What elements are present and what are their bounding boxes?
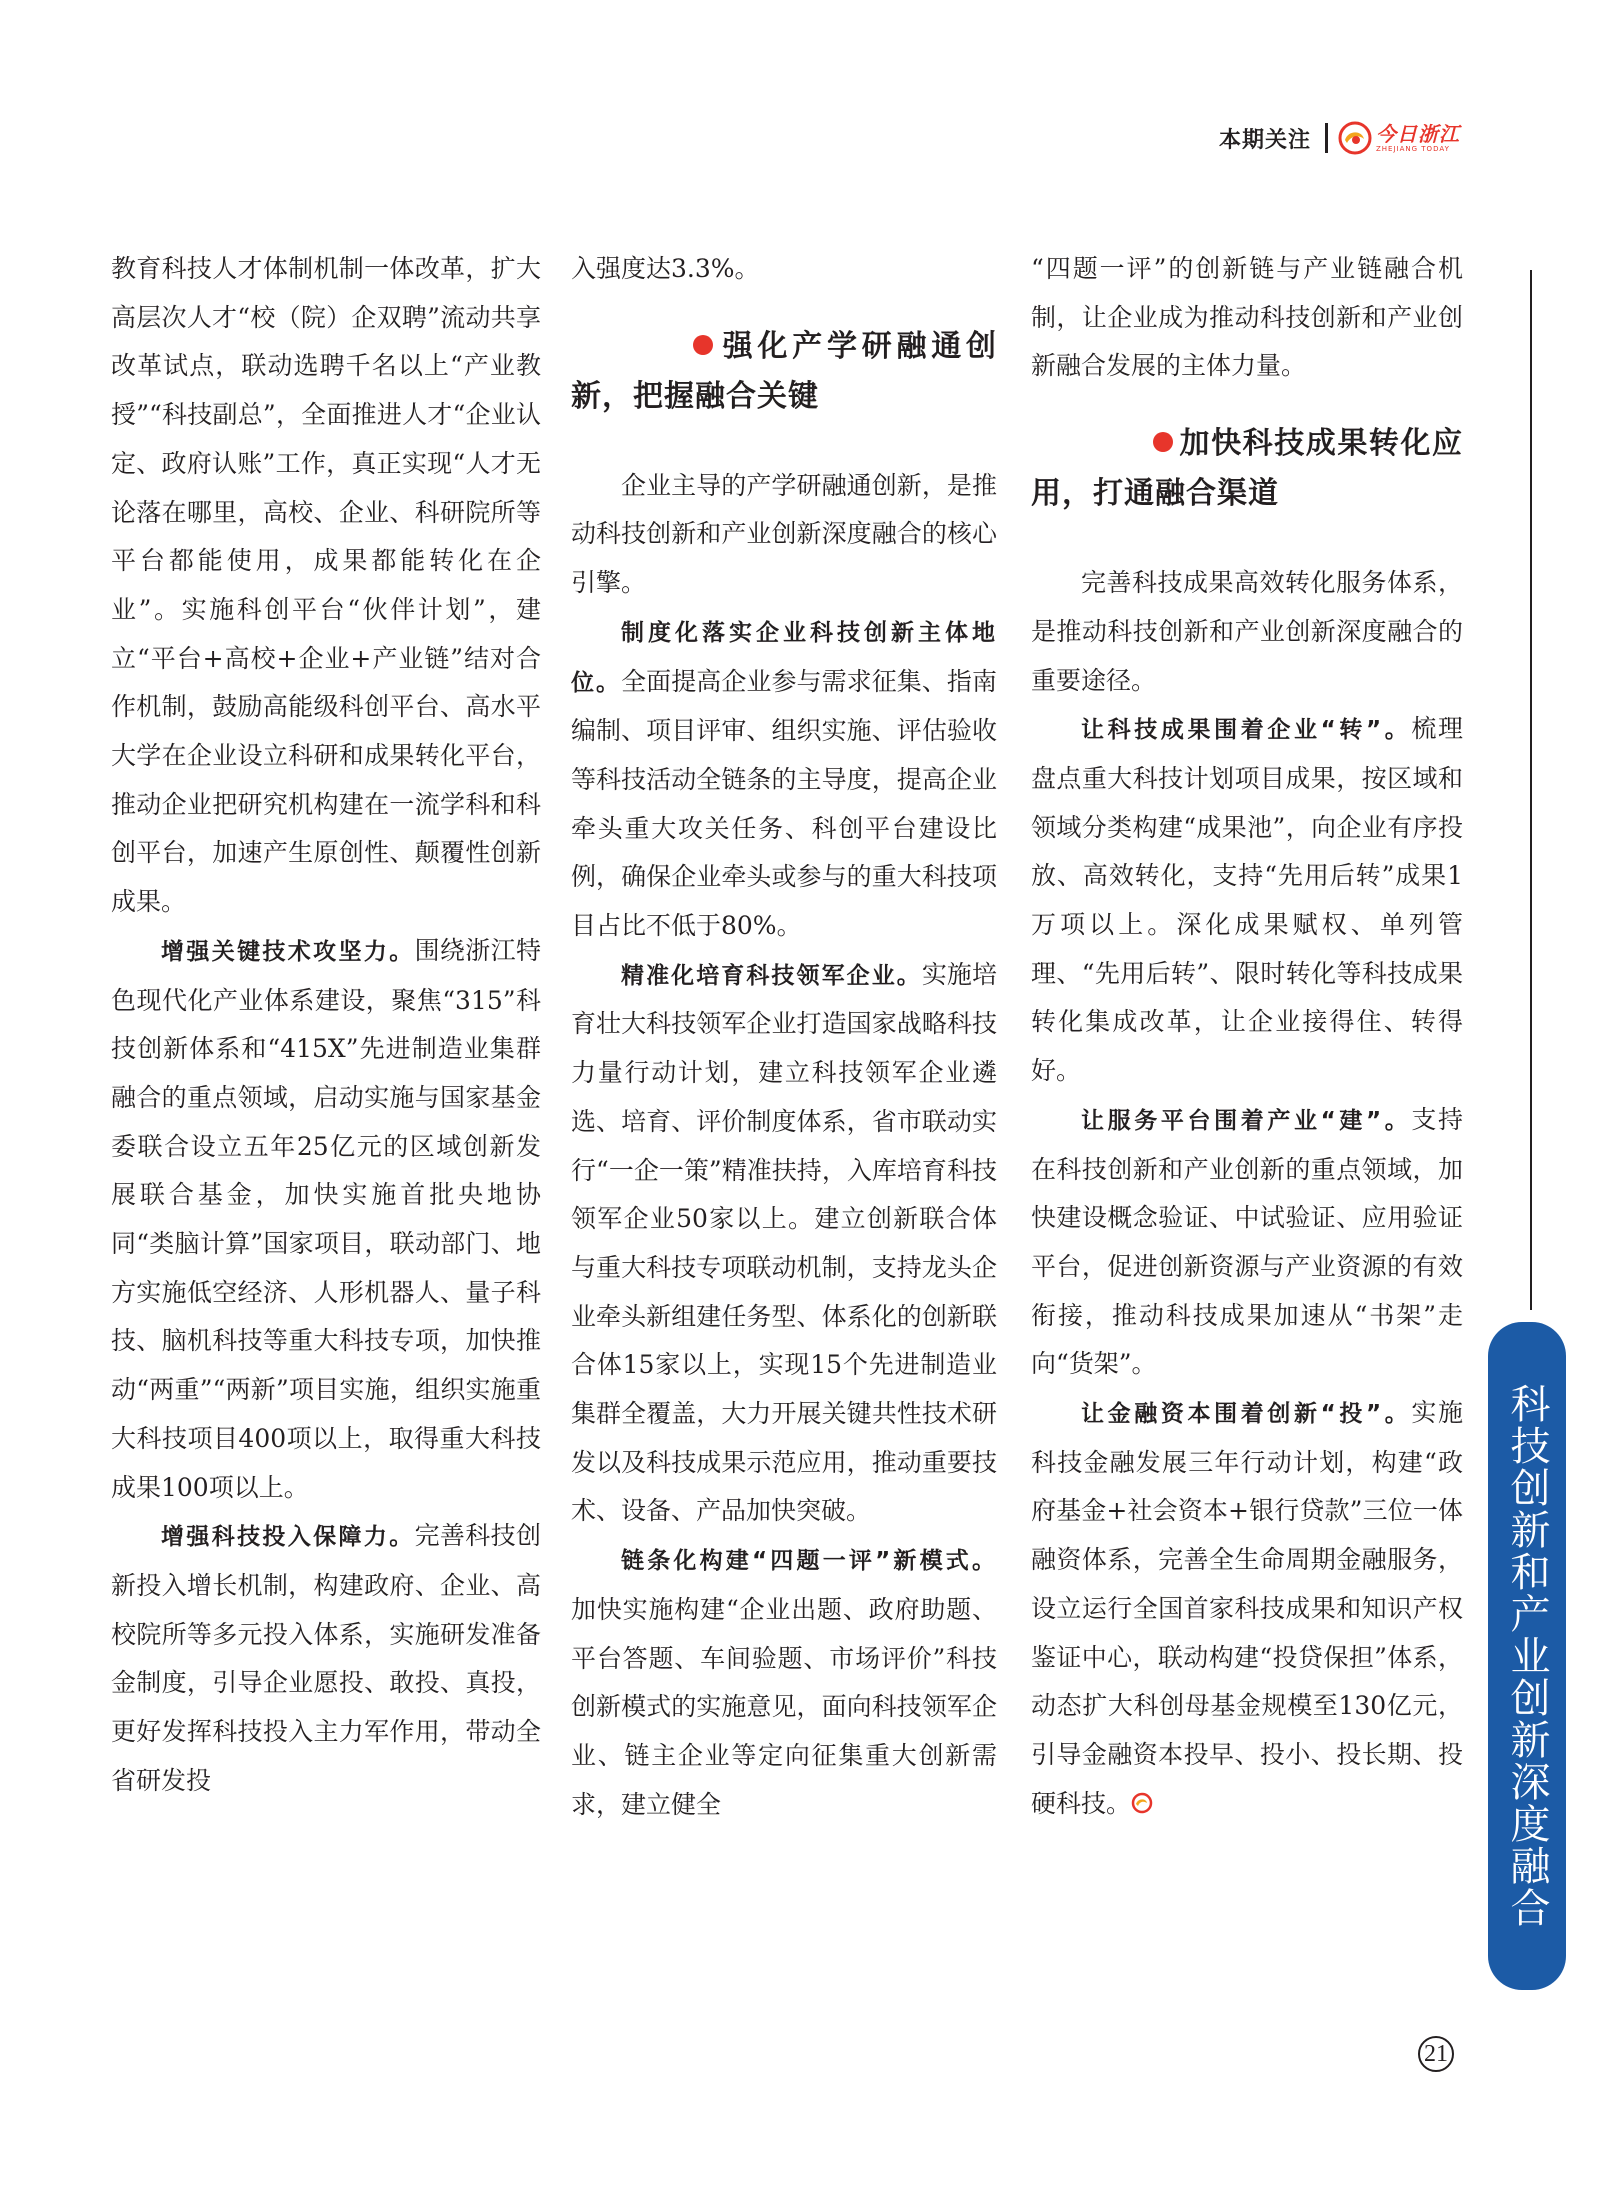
paragraph xyxy=(1031,1389,1463,1828)
paragraph-keyword: 增强科技投入保障力。 xyxy=(161,1524,415,1551)
paragraph-text: 围绕浙江特色现代化产业体系建设，聚焦“315”科技创新体系和“415X”先进制造业集群融合的重点领域，启动实施与国家基金委联合设立五年25亿元的区域创新发展联合基金，加快实施首批央地协同“类脑计算”国家项目，联动部门、地方实施低空经济、人形机器人、量子科技、脑机科技等重大科技专项，加快推动“两重”“两新”项目实施，组织实施重大科技项目400项以上，取得重大科技成果100项以上。 xyxy=(111,935,541,1502)
page-number: 21 xyxy=(1418,2036,1454,2072)
paragraph-keyword: 精准化培育科技领军企业。 xyxy=(621,962,922,989)
paragraph-text: 实施培育壮大科技领军企业打造国家战略科技力量行动计划，建立科技领军企业遴选、培育、评价制度体系，省市联动实行“一企一策”精准扶持，入库培育科技领军企业50家以上。建立创新联合体与重大科技专项联动机制，支持龙头企业牵头新组建任务型、体系化的创新联合体15家以上，实现15个先进制造业集群全覆盖，大力开展关键共性技术研发以及科技成果示范应用，推动重要技术、设备、产品加快突破。 xyxy=(571,959,997,1526)
section-heading-text: 加快科技成果转化应用，打通融合渠道 xyxy=(1031,426,1463,512)
paragraph-text: 全面提高企业参与需求征集、指南编制、项目评审、组织实施、评估验收等科技活动全链条的主导度，提高企业牵头重大攻关任务、科创平台建设比例，确保企业牵头或参与的重大科技项目占比不低于80%。 xyxy=(571,666,997,941)
section-heading-text: 强化产学研融通创新，把握融合关键 xyxy=(571,328,997,414)
paragraph: 完善科技成果高效转化服务体系，是推动科技创新和产业创新深度融合的重要途径。 xyxy=(1031,568,1463,695)
section-heading xyxy=(1031,419,1463,519)
paragraph: 企业主导的产学研融通创新，是推动科技创新和产业创新深度融合的核心引擎。 xyxy=(571,470,997,598)
paragraph: 入强度达3.3%。 xyxy=(571,254,760,283)
red-bullet-icon xyxy=(693,335,713,355)
paragraph xyxy=(571,608,997,951)
article-column-1 xyxy=(111,245,541,1806)
paragraph xyxy=(571,1536,997,1829)
paragraph-keyword: 链条化构建“四题一评”新模式。 xyxy=(621,1548,997,1575)
header-separator xyxy=(1325,123,1328,153)
paragraph-keyword: 让科技成果围着企业“转”。 xyxy=(1081,717,1412,744)
paragraph-keyword: 让服务平台围着产业“建”。 xyxy=(1081,1107,1412,1134)
paragraph xyxy=(571,951,997,1536)
paragraph-text: 梳理盘点重大科技计划项目成果，按区域和领域分类构建“成果池”，向企业有序投放、高效转化，支持“先用后转”成果1万项以上。深化成果赋权、单列管理、“先用后转”、限时转化等科技成果转化集成改革，让企业接得住、转得好。 xyxy=(1031,714,1463,1086)
paragraph-text: 支持在科技创新和产业创新的重点领域，加快建设概念验证、中试验证、应用验证平台，促进创新资源与产业资源的有效衔接，推动科技成果加速从“书架”走向“货架”。 xyxy=(1031,1104,1463,1379)
paragraph: “四题一评”的创新链与产业链融合机制，让企业成为推动科技创新和产业创新融合发展的主体力量。 xyxy=(1031,254,1463,381)
section-label: 本期关注 xyxy=(1218,127,1311,153)
paragraph xyxy=(1031,1096,1463,1389)
paragraph-keyword: 让金融资本围着创新“投”。 xyxy=(1081,1401,1412,1428)
article-column-2 xyxy=(571,245,997,1829)
side-tab-title: 科技创新和产业创新深度融合 xyxy=(1504,1383,1550,1929)
magazine-logo xyxy=(1338,121,1460,155)
paragraph-keyword: 制度化落实企业科技创新主体地位。 xyxy=(571,619,997,696)
logo-subtext: ZHEJIANG TODAY xyxy=(1376,144,1450,153)
paragraph xyxy=(111,1512,541,1805)
paragraph-text: 实施科技金融发展三年行动计划，构建“政府基金+社会资本+银行贷款”三位一体融资体系，完善全生命周期金融服务，设立运行全国首家科技成果和知识产权鉴证中心，联动构建“投贷保担”体系，动态扩大科创母基金规模至130亿元，引导金融资本投早、投小、投长期、投硬科技。 xyxy=(1031,1398,1463,1818)
paragraph-text: 完善科技创新投入增长机制，构建政府、企业、高校院所等多元投入体系，实施研发准备金制度，引导企业愿投、敢投、真投，更好发挥科技投入主力军作用，带动全省研发投 xyxy=(111,1521,541,1795)
paragraph-keyword: 增强关键技术攻坚力。 xyxy=(161,938,415,965)
paragraph-text: 加快实施构建“企业出题、政府助题、平台答题、车间验题、市场评价”科技创新模式的实施意见，面向科技领军企业、链主企业等定向征集重大创新需求，建立健全 xyxy=(571,1594,997,1819)
sun-swirl-logo-icon xyxy=(1338,121,1372,155)
paragraph xyxy=(111,927,541,1512)
article-column-3 xyxy=(1031,245,1463,1828)
paragraph xyxy=(1031,705,1463,1096)
end-mark-icon xyxy=(1131,1792,1153,1814)
red-bullet-icon xyxy=(1153,432,1173,452)
page-header xyxy=(1219,118,1460,158)
logo-text: 今日浙江 xyxy=(1376,121,1460,146)
side-tab xyxy=(1488,1322,1566,1990)
paragraph: 教育科技人才体制机制一体改革，扩大高层次人才“校（院）企双聘”流动共享改革试点，联动选聘千名以上“产业教授”“科技副总”，全面推进人才“企业认定、政府认账”工作，真正实现“人才无论落在哪里，高校、企业、科研院所等平台都能使用，成果都能转化在企业”。实施科创平台“伙伴计划”，建立“平台+高校+企业+产业链”结对合作机制，鼓励高能级科创平台、高水平大学在企业设立科研和成果转化平台，推动企业把研究机构建在一流学科和科创平台，加速产生原创性、颠覆性创新成果。 xyxy=(111,254,541,917)
column-divider xyxy=(1530,270,1532,1310)
section-heading xyxy=(571,322,997,422)
